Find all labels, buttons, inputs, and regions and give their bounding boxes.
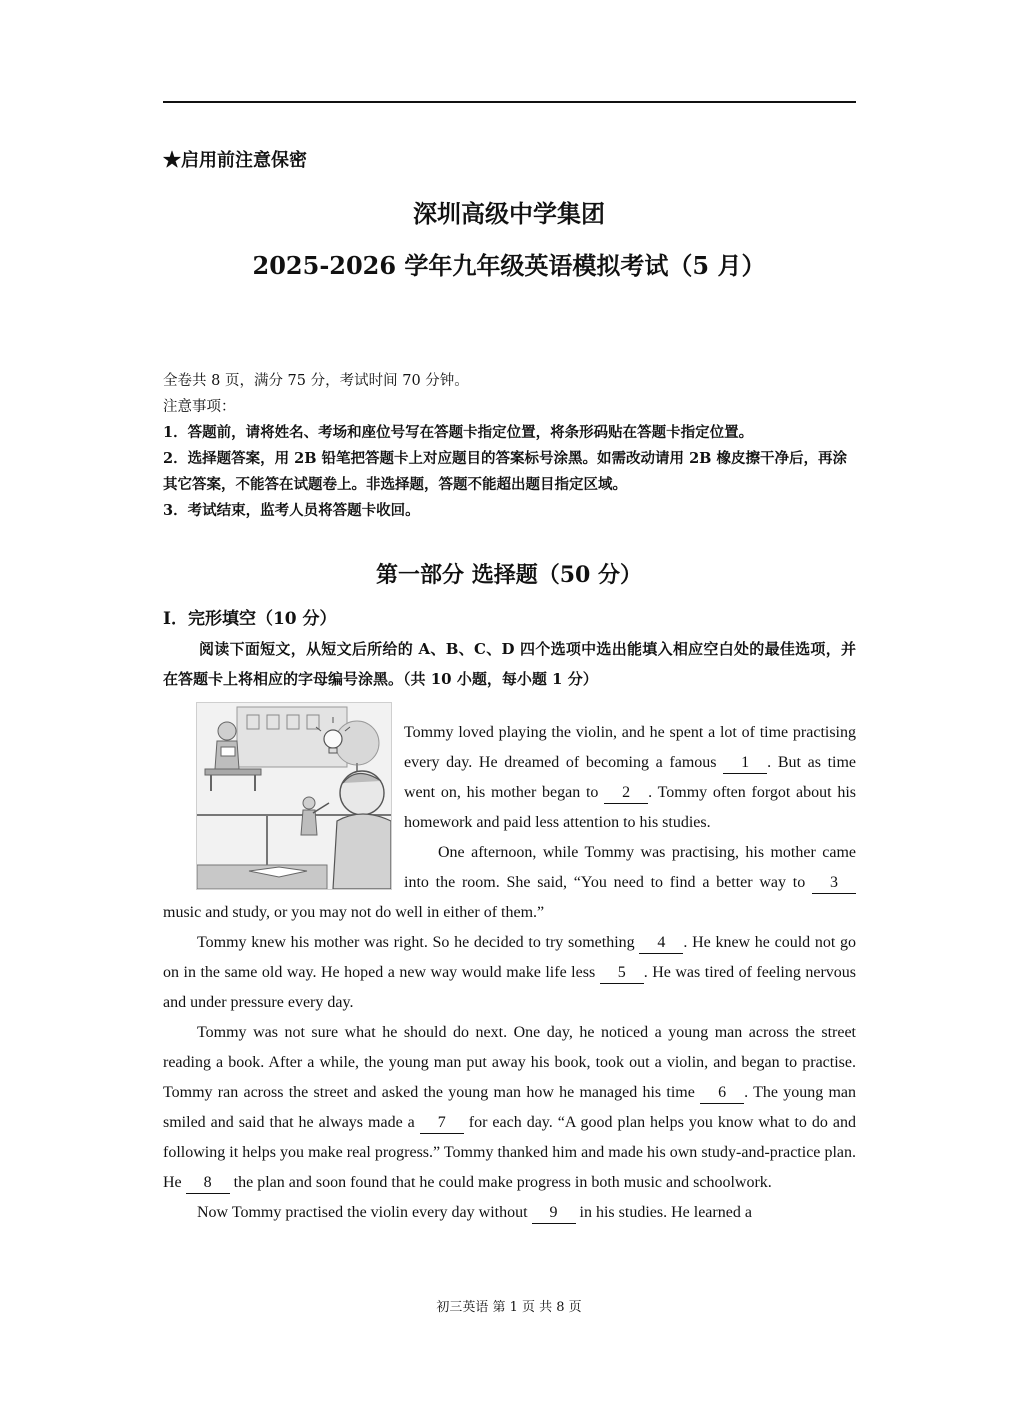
note-item: 1．答题前，请将姓名、考场和座位号写在答题卡指定位置，将条形码贴在答题卡指定位置。 [163, 424, 754, 441]
blank-2: 2 [604, 783, 648, 804]
passage-paragraph: Tommy was not sure what he should do next. One day, he noticed a young man across the street reading a book. After a while, the young man put away his book, took out a violin, and began to practise. Tommy ran across the street and asked the young man how he managed his time 6 . The young man smiled and said that he always made a 7 for each day. “A good plan helps you know what to do and following it helps you make real progress.” Tommy thanked him and made his own study-and-practice plan. He 8 the plan and soon found that he could make progress in both music and schoolwork. [163, 1018, 856, 1198]
blank-4: 4 [639, 933, 683, 954]
blank-7: 7 [420, 1113, 464, 1134]
illustration-space [163, 718, 404, 898]
section1-instructions: 阅读下面短文，从短文后所给的 A、B、C、D 四个选项中选出能填入相应空白处的最佳选项，并在答题卡上将相应的字母编号涂黑。（共 10 小题，每小题 1 分） [163, 640, 856, 688]
note-item: 2．选择题答案，用 2B 铅笔把答题卡上对应题目的答案标号涂黑。如需改动请用 2B 橡皮擦干净后，再涂其它答案，不能答在试题卷上。非选择题，答题不能超出题目指定区域。 [163, 450, 847, 493]
section1-title: I．完形填空（10 分） [163, 609, 337, 629]
exam-title-subject: 2025-2026 学年九年级英语模拟考试（5 月） [252, 251, 766, 280]
part1-title: 第一部分 选择题（50 分） [376, 562, 642, 588]
notes-heading: 注意事项： [163, 399, 236, 415]
blank-1: 1 [723, 753, 767, 774]
exam-title-school: 深圳高级中学集团 [413, 199, 605, 228]
passage-paragraph: Tommy loved playing the violin, and he spent a lot of time practising every day. He dreamed of becoming a famous 1 . But as time went on, his mother began to 2 . Tommy often forgot about his homework and paid less attention to his studies. [404, 724, 857, 831]
blank-9: 9 [532, 1203, 576, 1224]
note-item: 3．考试结束，监考人员将答题卡收回。 [163, 502, 420, 519]
page-footer: 初三英语 第 1 页 共 8 页 [436, 1300, 582, 1315]
passage-paragraph: Now Tommy practised the violin every day without 9 in his studies. He learned a [163, 1198, 856, 1228]
blank-3: 3 [812, 873, 856, 894]
blank-5: 5 [600, 963, 644, 984]
header-rule [163, 101, 856, 103]
blank-8: 8 [186, 1173, 230, 1194]
blank-6: 6 [700, 1083, 744, 1104]
confidential-notice: ★启用前注意保密 [163, 150, 307, 171]
cloze-passage [163, 718, 856, 1228]
notes-list [163, 420, 856, 524]
passage-paragraph: Tommy knew his mother was right. So he decided to try something 4 . He knew he could not go on in the same old way. He hoped a new way would make life less 5 . He was tired of feeling nervous and under pressure every day. [163, 934, 856, 1011]
passage-paragraph: One afternoon, while Tommy was practising, his mother came into the room. She said, “You need to find a better way to 3 music and study, or you may not do well in either of them.” [163, 844, 856, 921]
exam-summary: 全卷共 8 页，满分 75 分，考试时间 70 分钟。 [163, 373, 469, 389]
